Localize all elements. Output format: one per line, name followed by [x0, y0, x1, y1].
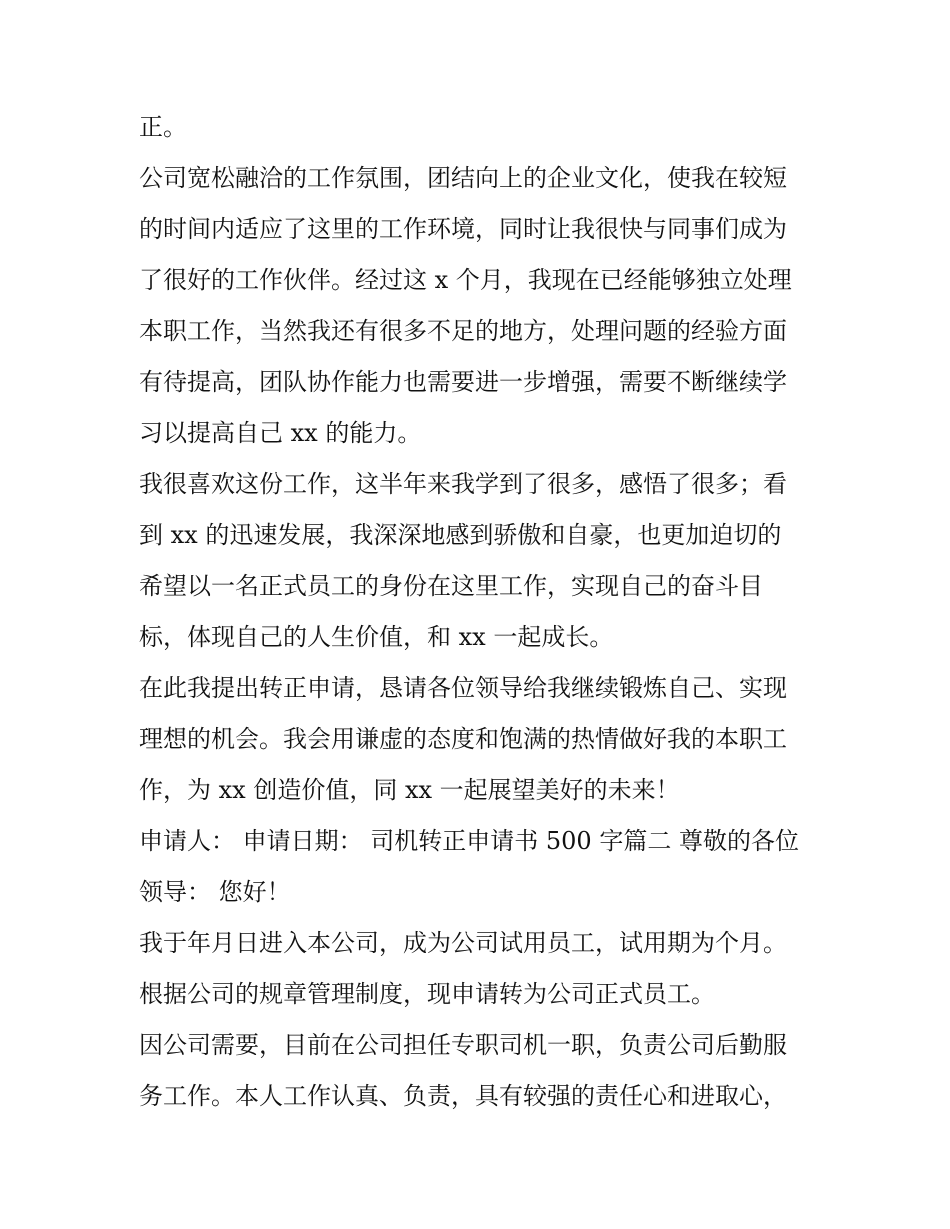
text-line: 希望以一名正式员工的身份在这里工作，实现自己的奋斗目	[139, 572, 763, 600]
text-line: 标，体现自己的人生价值，和 xx 一起成长。	[139, 623, 614, 651]
text-line: 本职工作，当然我还有很多不足的地方，处理问题的经验方面	[139, 317, 787, 345]
text-line: 务工作。本人工作认真、负责，具有较强的责任心和进取心，	[139, 1082, 787, 1110]
text-line: 我很喜欢这份工作，这半年来我学到了很多，感悟了很多；看	[139, 470, 787, 498]
text-line: 习以提高自己 xx 的能力。	[139, 419, 422, 447]
text-line: 根据公司的规章管理制度，现申请转为公司正式员工。	[139, 980, 715, 1008]
text-line: 作，为 xx 创造价值，同 xx 一起展望美好的未来！	[139, 776, 680, 804]
body-text	[139, 102, 819, 1122]
text-line: 在此我提出转正申请，恳请各位领导给我继续锻炼自己、实现	[139, 674, 787, 702]
text-line: 公司宽松融洽的工作氛围，团结向上的企业文化，使我在较短	[139, 164, 787, 192]
text-line: 领导： 您好！	[139, 878, 291, 906]
text-line: 正。	[139, 113, 187, 141]
text-line: 的时间内适应了这里的工作环境，同时让我很快与同事们成为	[139, 215, 787, 243]
text-line: 我于年月日进入本公司，成为公司试用员工，试用期为个月。	[139, 929, 787, 957]
text-line: 申请人： 申请日期： 司机转正申请书 500 字篇二 尊敬的各位	[139, 827, 799, 855]
text-line: 有待提高，团队协作能力也需要进一步增强，需要不断继续学	[139, 368, 787, 396]
text-line: 因公司需要，目前在公司担任专职司机一职，负责公司后勤服	[139, 1031, 787, 1059]
text-line: 了很好的工作伙伴。经过这 x 个月，我现在已经能够独立处理	[139, 266, 792, 294]
text-line: 理想的机会。我会用谦虚的态度和饱满的热情做好我的本职工	[139, 725, 787, 753]
text-line: 到 xx 的迅速发展，我深深地感到骄傲和自豪，也更加迫切的	[139, 521, 782, 549]
